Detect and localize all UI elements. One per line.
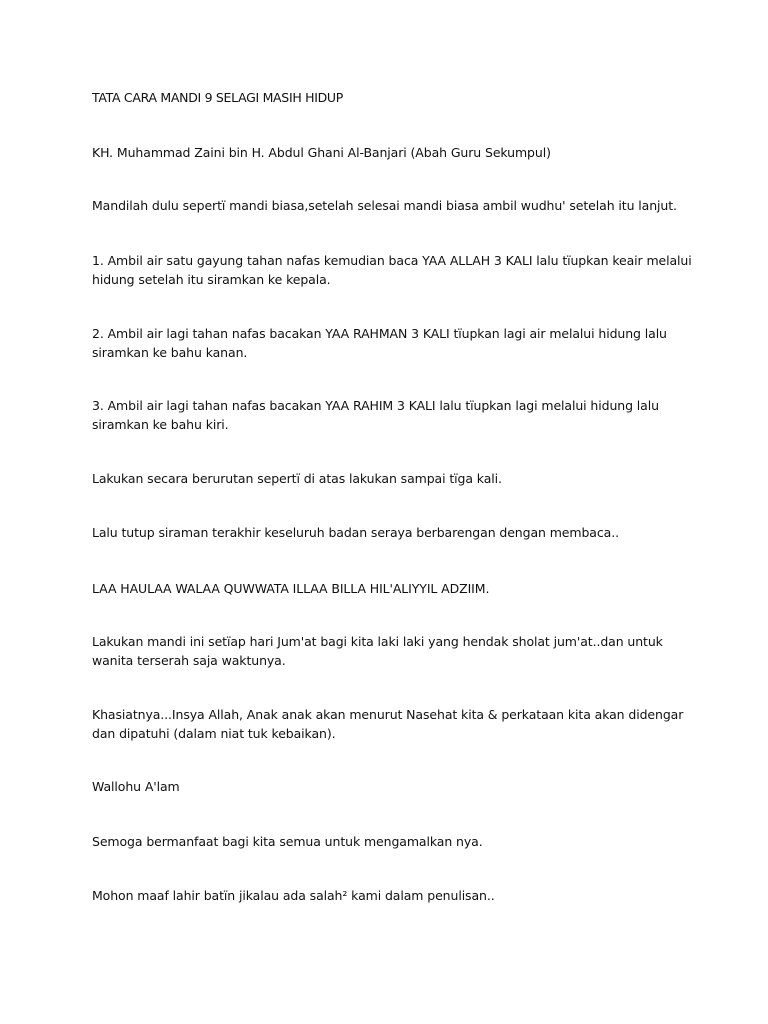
document-title: TATA CARA MANDI 9 SELAGI MASIH HIDUP — [92, 90, 344, 105]
author-line: KH. Muhammad Zaini bin H. Abdul Ghani Al-Banjari (Abah Guru Sekumpul) — [92, 145, 551, 160]
benefit-paragraph: Khasiatnya...Insya Allah, Anak anak akan menurut Nasehat kita & perkataan kita akan didengar dan dipatuhi (dalam niat tuk kebaikan). — [92, 707, 684, 741]
wallohu-line: Wallohu A'lam — [92, 779, 180, 794]
final-rinse-instruction: Lalu tutup siraman terakhir keseluruh badan seraya berbarengan dengan membaca.. — [92, 525, 619, 540]
schedule-paragraph: Lakukan mandi ini setïap hari Jum'at bagi kita laki laki yang hendak sholat jum'at..dan untuk wanita terserah saja waktunya. — [92, 634, 663, 668]
dzikir-text: LAA HAULAA WALAA QUWWATA ILLAA BILLA HIL'ALIYYIL ADZIIM. — [92, 581, 490, 596]
intro-paragraph: Mandilah dulu sepertï mandi biasa,setelah selesai mandi biasa ambil wudhu' setelah itu lanjut. — [92, 198, 677, 213]
repeat-instruction: Lakukan secara berurutan sepertï di atas lakukan sampai tïga kali. — [92, 471, 502, 486]
step-2-paragraph: 2. Ambil air lagi tahan nafas bacakan YAA RAHMAN 3 KALI tïupkan lagi air melalui hidung lalu siramkan ke bahu kanan. — [92, 326, 667, 360]
semoga-line: Semoga bermanfaat bagi kita semua untuk mengamalkan nya. — [92, 834, 483, 849]
mohon-maaf-line: Mohon maaf lahir batïn jikalau ada salah² kami dalam penulisan.. — [92, 888, 495, 903]
step-3-paragraph: 3. Ambil air lagi tahan nafas bacakan YAA RAHIM 3 KALI lalu tïupkan lagi melalui hidung lalu siramkan ke bahu kiri. — [92, 398, 659, 432]
step-1-paragraph: 1. Ambil air satu gayung tahan nafas kemudian baca YAA ALLAH 3 KALI lalu tïupkan keair melalui hidung setelah itu siramkan ke kepala. — [92, 253, 692, 287]
